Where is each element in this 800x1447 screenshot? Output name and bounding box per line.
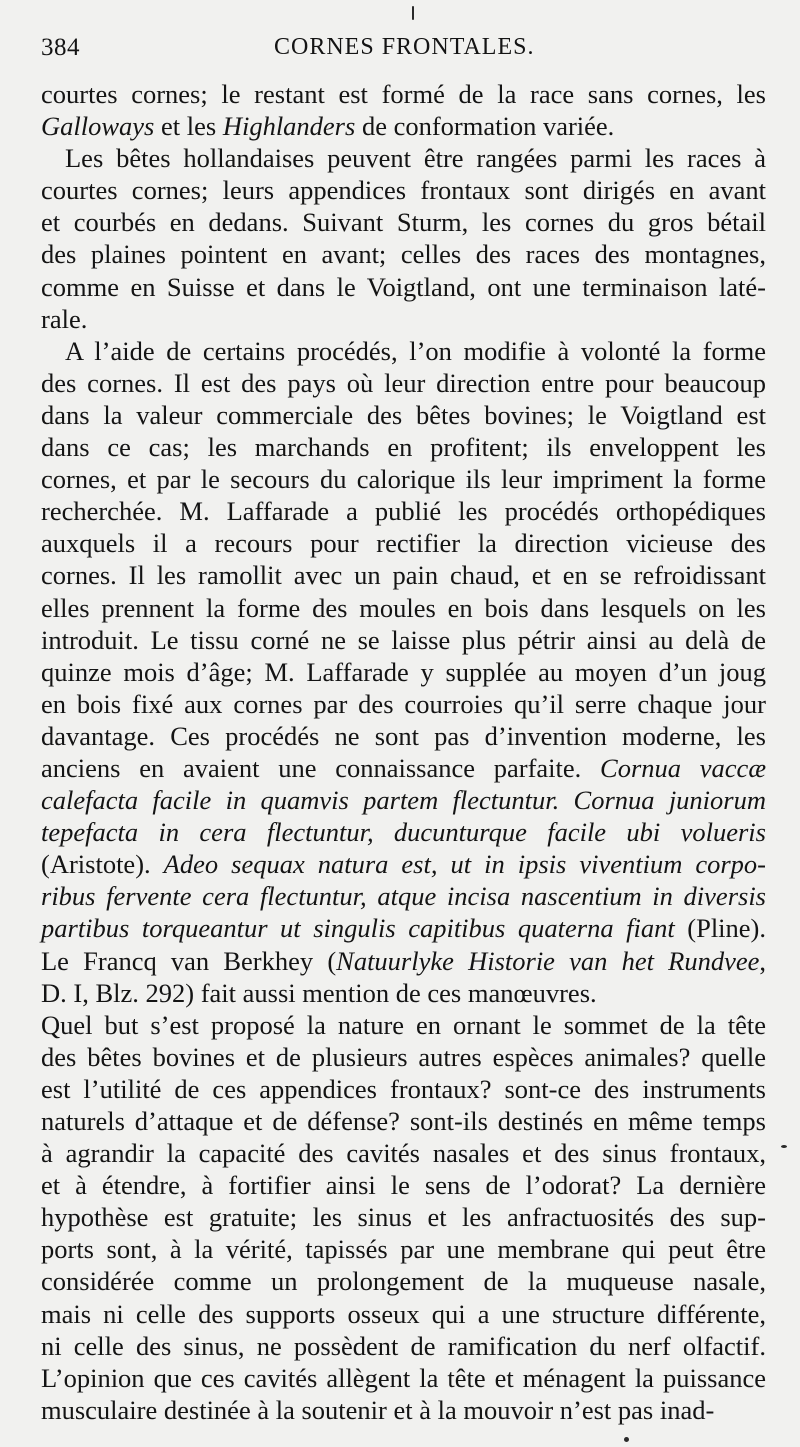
text-line (41, 720, 766, 752)
text-line (41, 78, 766, 110)
text-run: et les (154, 111, 223, 142)
text-run: des bêtes bovines et de plusieurs autres espèces animales? quelle (41, 1041, 766, 1072)
text-run: L’opinion que ces cavités allègent la tête et ménagent la puissance (41, 1362, 766, 1393)
text-run: ni celle des sinus, ne possèdent de ramification du nerf olfactif. (41, 1330, 766, 1361)
text-run: et courbés en dedans. Suivant Sturm, les cornes du gros bétail (41, 207, 766, 238)
text-run: musculaire destinée à la soutenir et à la mouvoir n’est pas inad- (41, 1394, 715, 1425)
italic-text: calefacta facile in quamvis partem flectuntur. Cornua juniorum (41, 785, 766, 816)
text-run: recherchée. M. Laffarade a publié les procédés orthopédiques (41, 496, 766, 527)
text-line (41, 1041, 766, 1073)
italic-text: ribus fervente cera flectuntur, atque incisa nascentium in diversis (41, 881, 766, 912)
italic-text: Adeo sequax natura est, ut in ipsis viventium corpo- (163, 849, 767, 880)
text-run: dans la valeur commerciale des bêtes bovines; le Voigtland est (41, 399, 766, 430)
print-speck (781, 1145, 787, 1148)
text-run: Le Francq van Berkhey ( (41, 945, 337, 976)
italic-text: Galloways (41, 111, 155, 142)
text-run: rale. (41, 303, 88, 334)
text-line (41, 977, 766, 1009)
italic-text: partibus torqueantur ut singulis capitibus quaterna fiant (41, 913, 675, 944)
paragraph (41, 78, 766, 142)
text-line (41, 688, 766, 720)
text-run: des cornes. Il est des pays où leur direction entre pour beaucoup (41, 367, 766, 398)
text-run: , (759, 945, 766, 976)
text-run: à agrandir la capacité des cavités nasales et des sinus frontaux, (41, 1138, 766, 1169)
text-run: dans ce cas; les marchands en profitent; ils enveloppent les (41, 432, 766, 463)
text-run: A l’aide de certains procédés, l’on modifie à volonté la forme (65, 335, 766, 366)
text-run: considérée comme un prolongement de la muqueuse nasale, (41, 1266, 766, 1297)
paragraph (41, 142, 766, 335)
text-line (41, 592, 766, 624)
text-line (41, 1105, 766, 1137)
italic-text: Natuurlyke Historie van het Rundvee (336, 945, 760, 976)
text-line (41, 945, 766, 977)
text-run: cornes. Il les ramollit avec un pain chaud, et en se refroidissant (41, 560, 766, 591)
text-run: (Pline). (674, 913, 767, 944)
text-run: mais ni celle des supports osseux qui a une structure différente, (41, 1298, 766, 1329)
text-line (41, 174, 766, 206)
text-run: Les bêtes hollandaises peuvent être rangées parmi les races à (65, 143, 766, 174)
text-run: D. I, Blz. 292) fait aussi mention de ces manœuvres. (41, 977, 597, 1008)
text-line (41, 880, 766, 912)
text-run: auxquels il a recours pour rectifier la direction vicieuse des (41, 528, 766, 559)
text-line (41, 559, 766, 591)
text-line (41, 816, 766, 848)
text-line (41, 912, 766, 944)
text-run: courtes cornes; le restant est formé de la race sans cornes, les (41, 79, 766, 109)
text-run: de conformation variée. (355, 111, 615, 142)
text-run: ports sont, à la vérité, tapissés par une membrane qui peut être (41, 1234, 766, 1265)
text-run: hypothèse est gratuite; les sinus et les anfractuosités des sup- (41, 1202, 766, 1233)
text-line (41, 335, 766, 367)
text-line (41, 624, 766, 656)
text-run: elles prennent la forme des moules en bois dans lesquels on les (41, 592, 766, 623)
text-line (41, 1265, 766, 1297)
text-line (41, 784, 766, 816)
text-line (41, 1233, 766, 1265)
text-run: quinze mois d’âge; M. Laffarade y supplée au moyen d’un joug (41, 656, 766, 687)
text-line (41, 142, 766, 174)
text-line (41, 1169, 766, 1201)
text-run: en bois fixé aux cornes par des courroies qu’il serre chaque jour (41, 688, 766, 719)
paragraph (41, 1009, 766, 1426)
text-line (41, 1073, 766, 1105)
print-speck (412, 6, 414, 20)
paragraph (41, 335, 766, 1009)
running-title: CORNES FRONTALES. (274, 34, 535, 60)
page-number: 384 (41, 34, 80, 61)
text-run: Quel but s’est proposé la nature en ornant le sommet de la tête (41, 1009, 766, 1040)
print-speck (624, 1437, 629, 1442)
text-line (41, 1362, 766, 1394)
text-run: courtes cornes; leurs appendices frontaux sont dirigés en avant (41, 175, 766, 206)
text-run: naturels d’attaque et de défense? sont-ils destinés en même temps (41, 1106, 766, 1136)
text-line (41, 1298, 766, 1330)
italic-text: tepefacta in cera flectuntur, ducunturque facile ubi volueris (41, 817, 766, 848)
italic-text: Cornua vaccæ (600, 752, 766, 783)
text-run: comme en Suisse et dans le Voigtland, ont une terminaison laté- (41, 271, 766, 302)
text-line (41, 1009, 766, 1041)
text-line (41, 1330, 766, 1362)
text-line (41, 752, 766, 784)
text-run: anciens en avaient une connaissance parfaite. (41, 752, 601, 783)
text-line (41, 495, 766, 527)
text-run: introduit. Le tissu corné ne se laisse plus pétrir ainsi au delà de (41, 624, 766, 655)
text-line (41, 848, 766, 880)
text-line (41, 527, 766, 559)
text-line (41, 367, 766, 399)
text-line (41, 1137, 766, 1169)
text-run: (Aristote). (41, 849, 164, 880)
body-text (41, 78, 766, 1426)
text-run: cornes, et par le secours du calorique ils leur impriment la forme (41, 464, 766, 495)
text-line (41, 431, 766, 463)
text-line (41, 1394, 766, 1426)
page-header (41, 28, 766, 68)
text-line (41, 656, 766, 688)
text-line (41, 303, 766, 335)
text-line (41, 238, 766, 270)
text-line (41, 399, 766, 431)
text-line (41, 110, 766, 142)
text-line (41, 271, 766, 303)
text-run: des plaines pointent en avant; celles des races des montagnes, (41, 239, 766, 270)
text-line (41, 206, 766, 238)
italic-text: Highlanders (222, 111, 356, 142)
text-line (41, 463, 766, 495)
text-line (41, 1201, 766, 1233)
text-run: davantage. Ces procédés ne sont pas d’invention moderne, les (41, 720, 766, 751)
text-run: et à étendre, à fortifier ainsi le sens de l’odorat? La dernière (41, 1170, 766, 1201)
text-run: est l’utilité de ces appendices frontaux? sont-ce des instruments (41, 1073, 766, 1104)
